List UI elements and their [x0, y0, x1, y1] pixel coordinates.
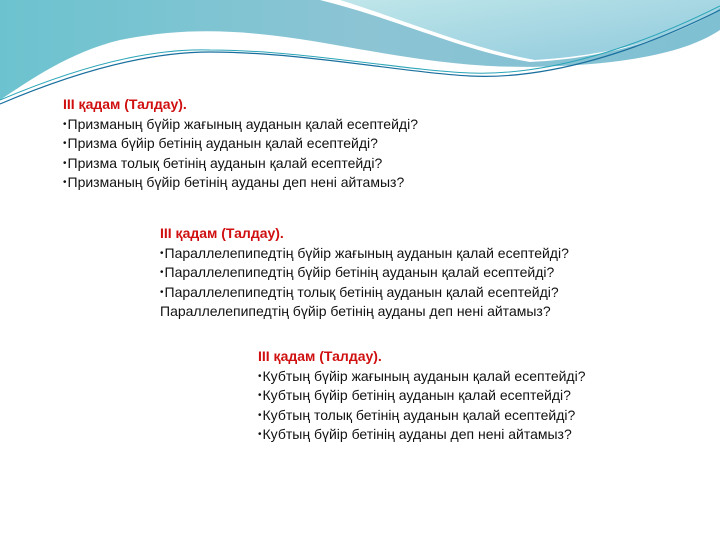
- analysis-block-cube: [258, 347, 586, 445]
- question-item: • Параллелепипедтің бүйір жағының ауданын қалай есептейді?: [160, 244, 569, 264]
- wave-header-decoration: [0, 0, 720, 110]
- block-title: ІІІ қадам (Талдау).: [160, 225, 284, 241]
- question-item: • Призманың бүйір жағының ауданын қалай есептейді?: [63, 115, 418, 135]
- analysis-block-prism: [63, 95, 418, 193]
- question-item: • Параллелепипедтің бүйір бетінің ауданын қалай есептейді?: [160, 263, 569, 283]
- question-item: • Кубтың толық бетінің ауданын қалай есептейді?: [258, 406, 586, 426]
- question-item: • Кубтың бүйір бетінің ауданы деп нені айтамыз?: [258, 425, 586, 445]
- analysis-block-parallelepiped: [160, 224, 569, 322]
- question-item: • Призма бүйір бетінің ауданын қалай есептейді?: [63, 134, 418, 154]
- question-item: • Кубтың бүйір жағының ауданын қалай есептейді?: [258, 367, 586, 387]
- block-title: ІІІ қадам (Талдау).: [258, 348, 382, 364]
- question-item: • Кубтың бүйір бетінің ауданын қалай есептейді?: [258, 386, 586, 406]
- question-item: • Параллелепипедтің толық бетінің ауданын қалай есептейді?: [160, 283, 569, 303]
- block-title: ІІІ қадам (Талдау).: [63, 96, 187, 112]
- question-item: • Призма толық бетінің ауданын қалай есептейді?: [63, 154, 418, 174]
- question-item: Параллелепипедтің бүйір бетінің ауданы деп нені айтамыз?: [160, 303, 551, 319]
- question-item: • Призманың бүйір бетінің ауданы деп нені айтамыз?: [63, 173, 418, 193]
